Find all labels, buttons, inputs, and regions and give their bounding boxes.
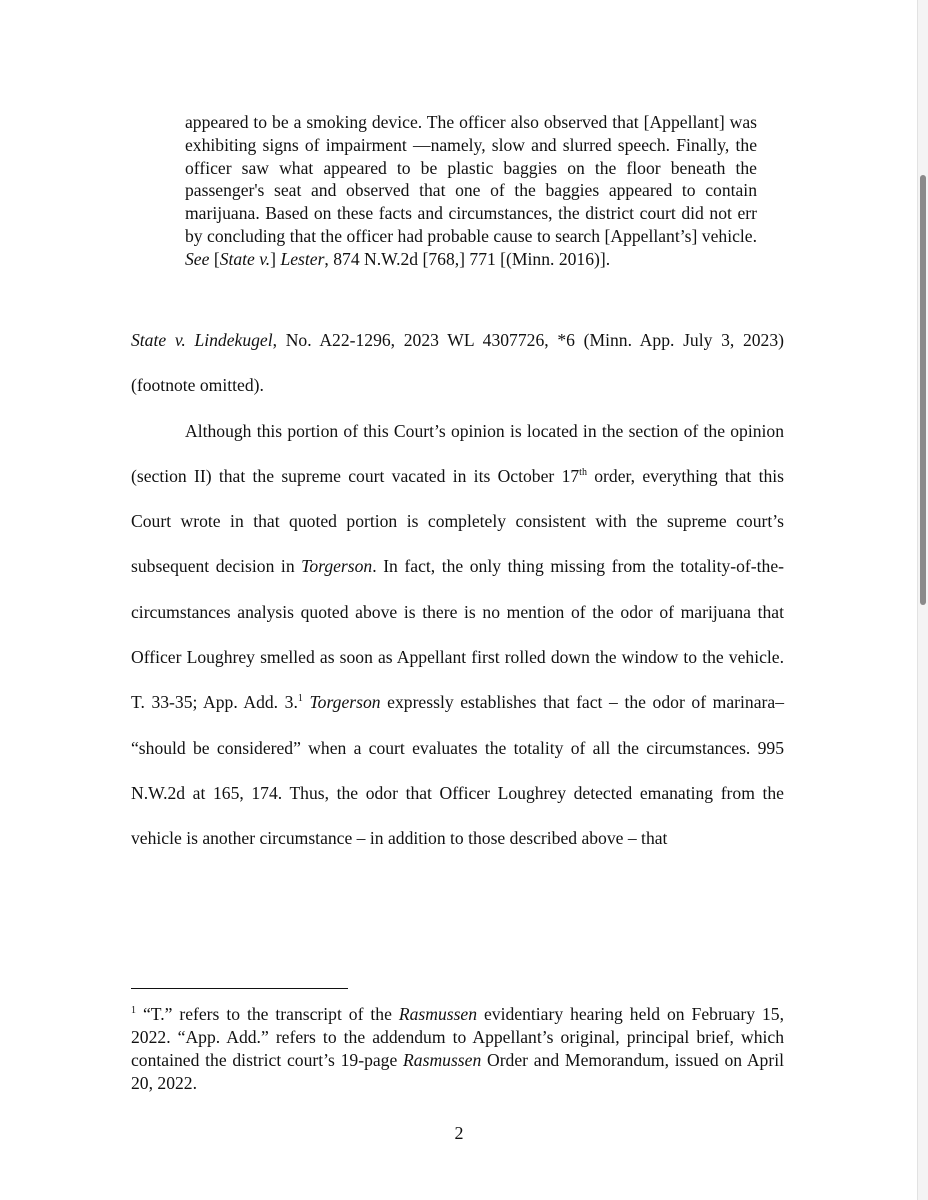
scrollbar-thumb[interactable] [920, 175, 926, 605]
footnote [131, 1003, 784, 1095]
footnote-marker: 1 [131, 1005, 136, 1016]
main-paragraph: Although this portion of this Court’s opinion is located in the section of the opinion (section II) that the supreme court vacated in its October 17th order, everything that this Court wrote in that quoted portion is completely consistent with the supreme court’s subsequent decision in Torgerson. In fact, the only thing missing from the totality-of-the-circumstances analysis quoted above is there is no mention of the odor of marijuana that Officer Loughrey smelled as soon as Appellant first rolled down the window to the vehicle. T. 33-35; App. Add. 3.$^1$ Torgerson expressly establishes that fact – the odor of marinara– “should be considered” when a court evaluates the totality of all the circumstances. 995 N.W.2d at 165, 174. Thus, the odor that Officer Loughrey detected emanating from the vehicle is another circumstance – in addition to those described above – that [131, 420, 784, 849]
footnote-text: $^1$ “T.” refers to the transcript of the Rasmussen evidentiary hearing held on February 15, 2022. “App. Add.” refers to the addendum to Appellant’s original, principal brief, which contained the district court’s 19-page Rasmussen Order and Memorandum, issued on April 20, 2022. [131, 1004, 784, 1093]
footnote-reference[interactable]: 1 [297, 693, 303, 705]
case-citation: State v. Lindekugel, No. A22-1296, 2023 WL 4307726, *6 (Minn. App. July 3, 2023) (footnote omitted). [131, 330, 784, 396]
body-text [131, 318, 784, 862]
block-quotation-text: appeared to be a smoking device. The officer also observed that [Appellant] was exhibiting signs of impairment —namely, slow and slurred speech. Finally, the officer saw what appeared to be plastic baggies on the floor beneath the passenger's seat and observed that one of the baggies appeared to contain marijuana. Based on these facts and circumstances, the district court did not err by concluding that the officer had probable cause to search [Appellant’s] vehicle. See [State v.] Lester, 874 N.W.2d [768,] 771 [(Minn. 2016)]. [185, 112, 757, 269]
vertical-scrollbar[interactable] [917, 0, 928, 1200]
block-quotation [185, 111, 757, 271]
page-number: 2 [454, 1123, 464, 1143]
footnote-divider [131, 988, 348, 989]
